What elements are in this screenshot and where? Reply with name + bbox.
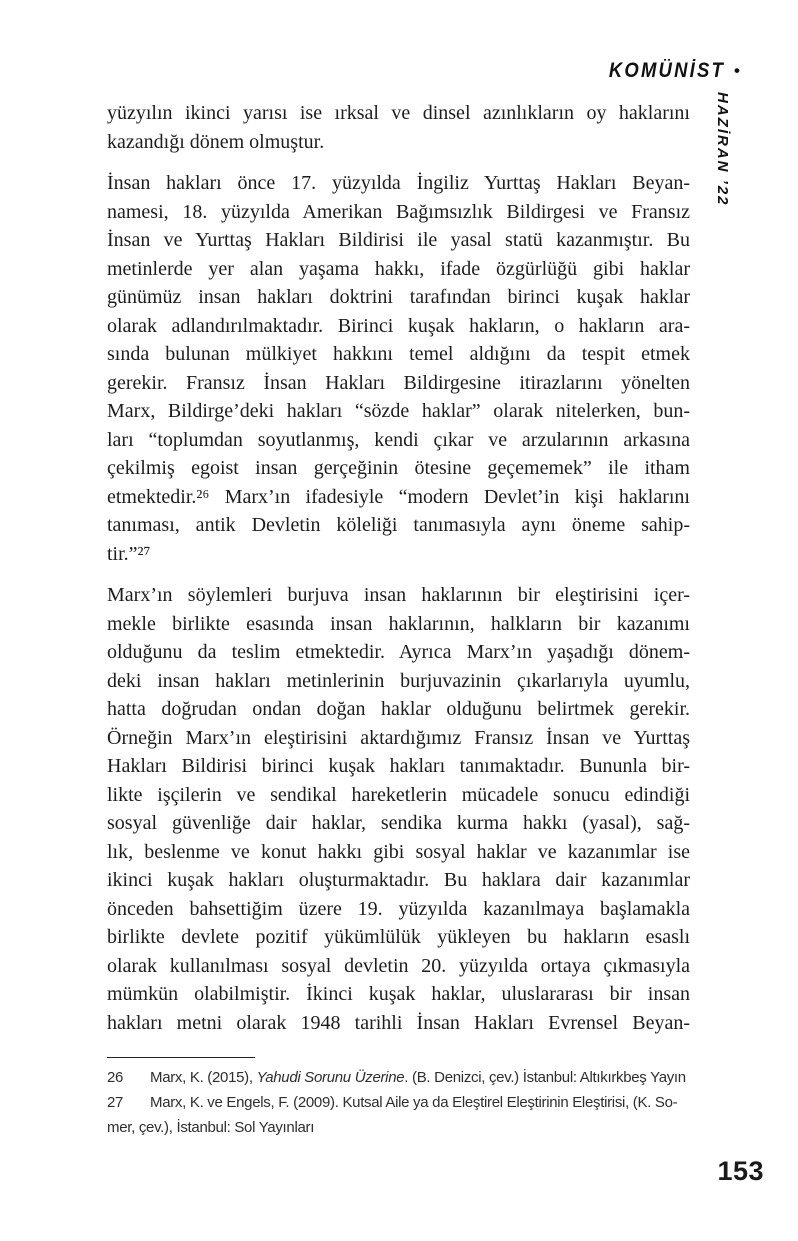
text-line: tir.”²⁷: [107, 542, 151, 565]
footnote-text: . (B. Denizci, çev.) İstanbul: Altıkırkbeş Yayın: [404, 1069, 686, 1086]
text-line: Marx’ın söylemleri burjuva insan haklarının bir eleştirisini içer-: [107, 584, 690, 606]
text-line: ları “toplumdan soyutlanmış, kendi çıkar ve arzularının arkasına: [107, 428, 690, 451]
text-line: mekle birlikte esasında insan haklarının, halkların bir kazanımı: [107, 612, 690, 635]
text-line: Marx, Bildirge’deki hakları “sözde haklar” olarak nitelerken, bun-: [107, 400, 690, 422]
footnote-number: 27: [107, 1094, 124, 1111]
text-line: etmektedir.²⁶ Marx’ın ifadesiyle “modern Devlet’in kişi haklarını: [107, 485, 690, 508]
footnote-text: Marx, K. ve Engels, F. (2009). Kutsal Aile ya da Eleştirel Eleştirinin Eleştirisi, (K. So-: [150, 1094, 678, 1111]
page-number: 153: [717, 1156, 764, 1186]
text-line: deki insan hakları metinlerinin burjuvazinin çıkarlarıyla uyumlu,: [107, 669, 690, 692]
paragraph: [107, 99, 690, 156]
text-line: namesi, 18. yüzyılda Amerikan Bağımsızlık Bildirgesi ve Fransız: [107, 200, 690, 223]
footnote-26: [107, 1065, 707, 1090]
footnotes: [107, 1065, 707, 1140]
text-line: ikinci kuşak hakları oluşturmaktadır. Bu haklara dair kazanımlar: [107, 869, 690, 891]
footnote-separator: [107, 1057, 255, 1058]
text-line: İnsan ve Yurttaş Hakları Bildirisi ile yasal statü kazanmıştır. Bu: [107, 229, 690, 251]
footnote-27: [107, 1090, 707, 1115]
text-line: olarak kullanılması sosyal devletin 20. yüzyılda ortaya çıkmasıyla: [107, 954, 690, 977]
text-line: İnsan hakları önce 17. yüzyılda İngiliz Yurttaş Hakları Beyan-: [107, 172, 690, 194]
paragraph: [107, 169, 690, 568]
text-line: Hakları Bildirisi birinci kuşak hakları tanımaktadır. Bununla bir-: [107, 755, 690, 777]
text-line: günümüz insan hakları doktrini tarafından birinci kuşak haklar: [107, 286, 690, 308]
text-line: metinlerde yer alan yaşama hakkı, ifade özgürlüğü gibi haklar: [107, 257, 690, 280]
text-line: mümkün olabilmiştir. İkinci kuşak haklar, uluslararası bir insan: [107, 983, 690, 1005]
footnote-number: 26: [107, 1069, 124, 1086]
text-line: hatta doğrudan ondan doğan haklar olduğunu belirtmek gerekir.: [107, 698, 690, 720]
text-line: tanıması, antik Devletin köleliği tanımasıyla aynı öneme sahip-: [107, 514, 690, 536]
issue-date-vertical: HAZİRAN ’22: [714, 92, 731, 207]
paragraph: [107, 581, 690, 1037]
footnote-text: Marx, K. (2015),: [150, 1069, 257, 1086]
text-line: önceden bahsettiğim üzere 19. yüzyılda kazanılmaya başlamakla: [107, 897, 690, 920]
footnote-text: mer, çev.), İstanbul: Sol Yayınları: [107, 1119, 315, 1136]
text-line: sında bulunan mülkiyet hakkını temel aldığını da tespit etmek: [107, 343, 690, 365]
footnote-book-title: Yahudi Sorunu Üzerine: [256, 1069, 405, 1086]
masthead: [593, 59, 740, 83]
text-line: hakları metni olarak 1948 tarihli İnsan Hakları Evrensel Beyan-: [107, 1011, 690, 1034]
magazine-title: KOMÜNİST: [608, 59, 726, 82]
text-line: sosyal güvenliğe dair haklar, sendika kurma hakkı (yasal), sağ-: [107, 812, 690, 834]
text-line: yüzyılın ikinci yarısı ise ırksal ve dinsel azınlıkların oy haklarını: [107, 102, 690, 124]
text-line: Örneğin Marx’ın eleştirisini aktardığımız Fransız İnsan ve Yurttaş: [107, 726, 690, 749]
footnote-27-continued: [107, 1115, 707, 1140]
article-body: [107, 99, 690, 1037]
masthead-bullet-icon: •: [734, 61, 740, 80]
text-line: lık, beslenme ve konut hakkı gibi sosyal haklar ve kazanımlar ise: [107, 840, 690, 863]
text-line: birlikte devlete pozitif yükümlülük yükleyen bu hakların esaslı: [107, 926, 690, 948]
text-line: çekilmiş egoist insan gerçeğinin ötesine geçememek” ile itham: [107, 457, 690, 479]
text-line: olarak adlandırılmaktadır. Birinci kuşak hakların, o hakların ara-: [107, 314, 690, 337]
text-line: gerekir. Fransız İnsan Hakları Bildirgesine itirazlarını yönelten: [107, 371, 690, 394]
text-line: kazandığı dönem olmuştur.: [107, 130, 325, 153]
text-line: olduğunu da teslim etmektedir. Ayrıca Marx’ın yaşadığı dönem-: [107, 641, 690, 663]
text-line: likte işçilerin ve sendikal hareketlerin mücadele sonucu edindiği: [107, 783, 690, 806]
